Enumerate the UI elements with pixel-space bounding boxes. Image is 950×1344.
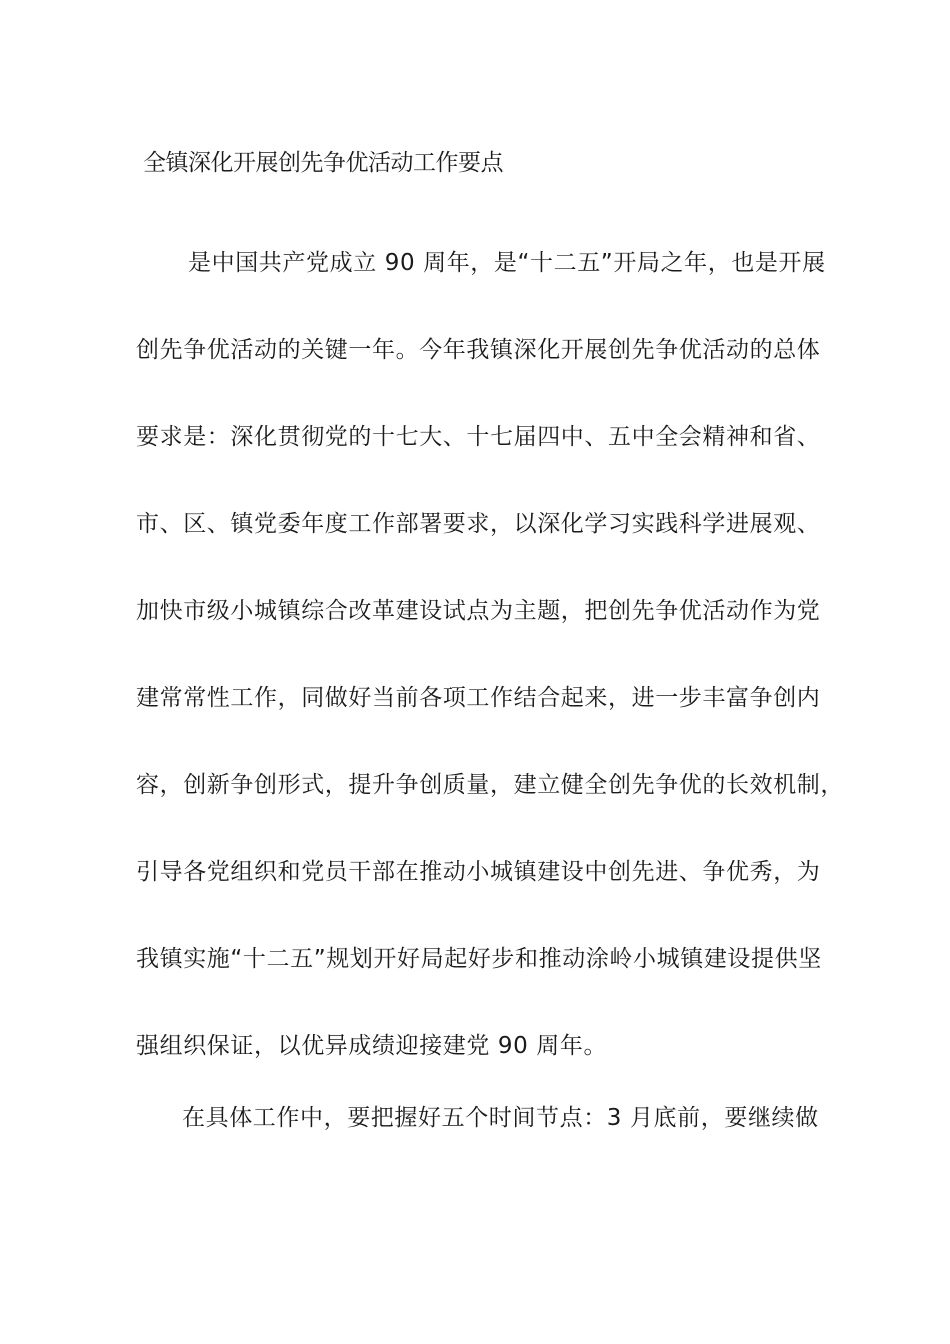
paragraph-1-line: 强组织保证，以优异成绩迎接建党 90 周年。: [136, 1033, 608, 1059]
document-title: 全镇深化开展创先争优活动工作要点: [143, 150, 503, 176]
paragraph-1-line: 加快市级小城镇综合改革建设试点为主题，把创先争优活动作为党: [136, 598, 821, 624]
paragraph-1-line: 市、区、镇党委年度工作部署要求，以深化学习实践科学进展观、: [136, 511, 821, 537]
paragraph-1-line: 要求是：深化贯彻党的十七大、十七届四中、五中全会精神和省、: [136, 424, 821, 450]
paragraph-1-line: 建常常性工作，同做好当前各项工作结合起来，进一步丰富争创内: [136, 685, 821, 711]
paragraph-1-line: 容，创新争创形式，提升争创质量，建立健全创先争优的长效机制，: [136, 772, 844, 798]
paragraph-2-line: 在具体工作中，要把握好五个时间节点：3 月底前，要继续做: [182, 1105, 819, 1131]
paragraph-1-line: 引导各党组织和党员干部在推动小城镇建设中创先进、争优秀，为: [136, 859, 821, 885]
paragraph-1-line: 是中国共产党成立 90 周年，是“十二五”开局之年，也是开展: [188, 250, 826, 276]
paragraph-1-line: 我镇实施“十二五”规划开好局起好步和推动涂岭小城镇建设提供坚: [136, 946, 822, 972]
paragraph-1-line: 创先争优活动的关键一年。今年我镇深化开展创先争优活动的总体: [136, 337, 821, 363]
